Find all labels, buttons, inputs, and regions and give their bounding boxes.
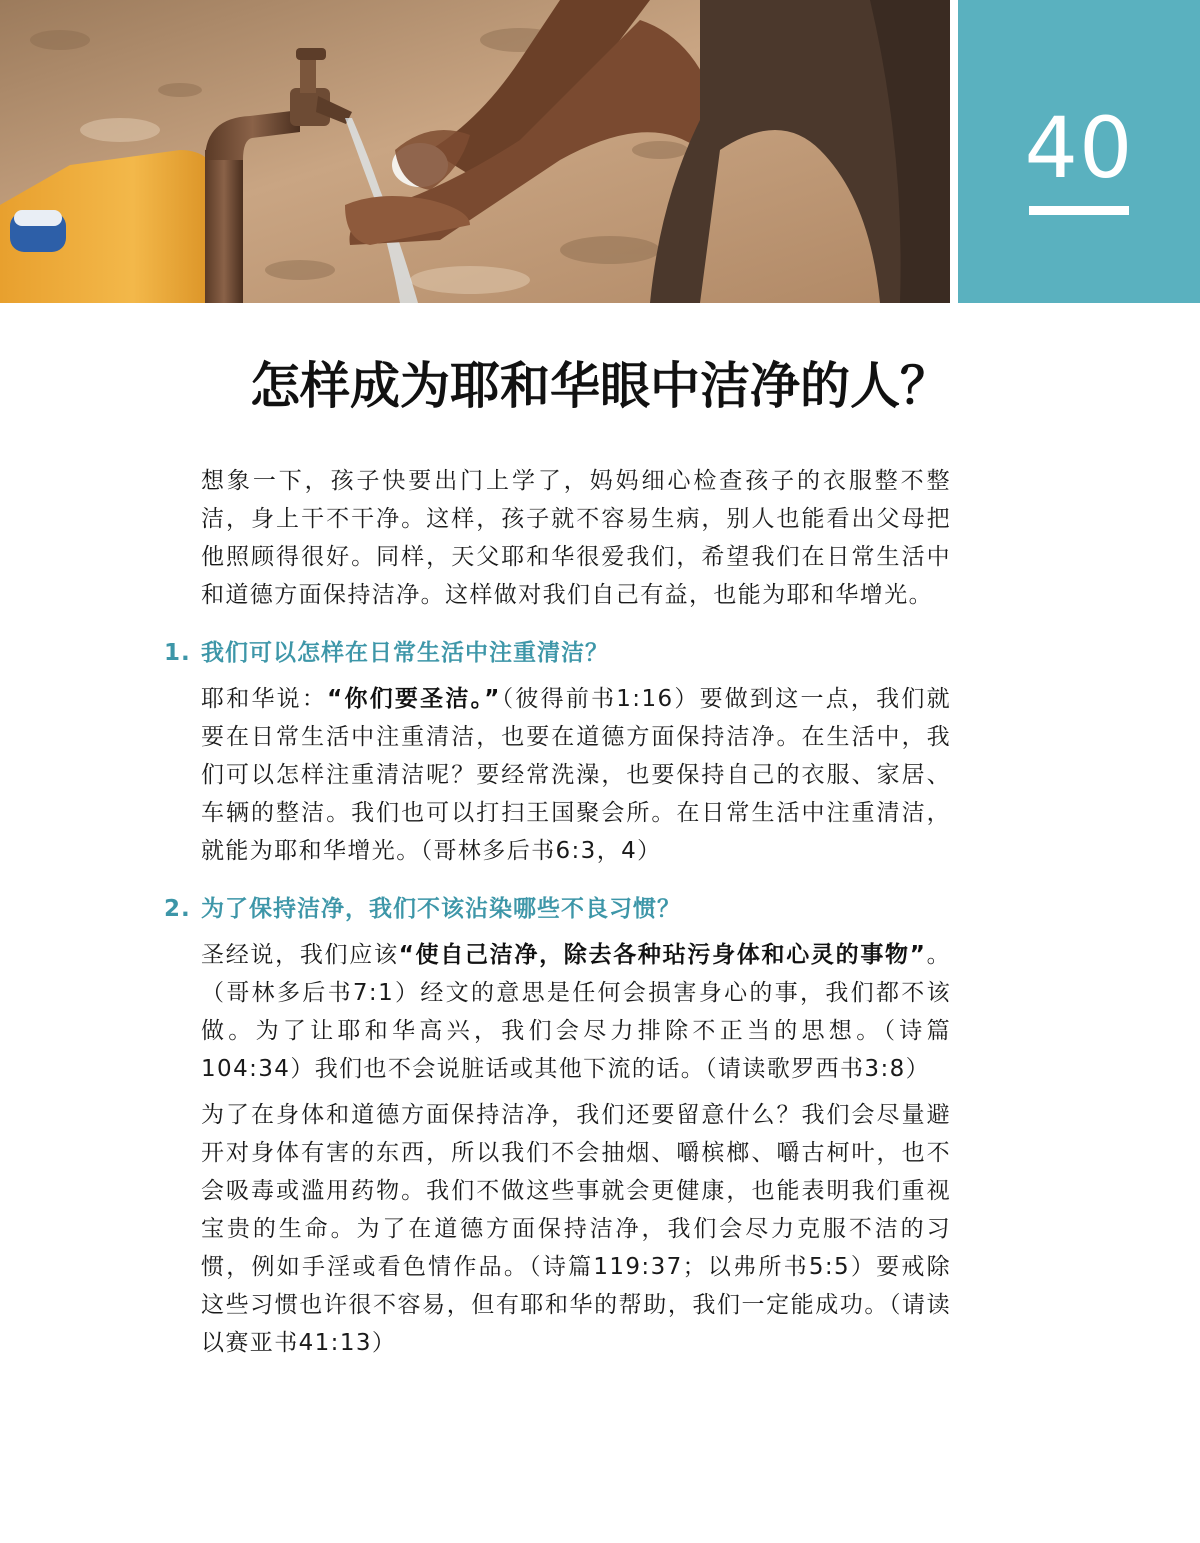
section-2-scripture-quote: “使自己洁净，除去各种玷污身体和心灵的事物” (398, 942, 927, 968)
page-title: 怎样成为耶和华眼中洁净的人？ (250, 357, 950, 415)
intro-paragraph: 想象一下，孩子快要出门上学了，妈妈细心检查孩子的衣服整不整洁，身上干不干净。这样，孩子就不容易生病，别人也能看出父母把他照顾得很好。同样，天父耶和华很爱我们，希望我们在日常生活中和道德方面保持洁净。这样做对我们自己有益，也能为耶和华增光。 (201, 468, 951, 608)
header-photo (0, 0, 950, 303)
question-2-number: 2. (164, 896, 191, 922)
lesson-number-underline (1029, 206, 1129, 215)
section-1-text-b: （彼得前书1:16）要做到这一点，我们就要在日常生活中注重清洁，也要在道德方面保持洁净。在生活中，我们可以怎样注重清洁呢？要经常洗澡，也要保持自己的衣服、家居、车辆的整洁。我们也可以打扫王国聚会所。在日常生活中注重清洁，就能为耶和华增光。（哥林多后书6:3，4） (201, 686, 951, 864)
lesson-number-badge (958, 0, 1200, 303)
question-2-heading: 为了保持洁净，我们不该沾染哪些不良习惯？ (201, 896, 681, 922)
question-1-number: 1. (164, 640, 191, 666)
lesson-content (164, 462, 951, 1366)
section-1-paragraph (201, 680, 951, 870)
section-1-text-a: 耶和华说： (201, 686, 328, 712)
question-2 (164, 890, 951, 928)
section-2-text-a: 圣经说，我们应该 (201, 942, 399, 968)
question-1 (164, 634, 951, 672)
section-1-scripture-quote: “你们要圣洁。” (327, 686, 501, 712)
section-2-text-b: 。（哥林多后书7:1）经文的意思是任何会损害身心的事，我们都不该做。为了让耶和华高兴，我们会尽力排除不正当的思想。（诗篇104:34）我们也不会说脏话或其他下流的话。（请读歌罗西书3:8） (201, 942, 951, 1082)
question-1-heading: 我们可以怎样在日常生活中注重清洁？ (201, 640, 609, 666)
hand-washing-illustration (0, 0, 950, 303)
section-2-paragraph-1 (201, 936, 951, 1088)
section-2-paragraph-2: 为了在身体和道德方面保持洁净，我们还要留意什么？我们会尽量避开对身体有害的东西，所以我们不会抽烟、嚼槟榔、嚼古柯叶，也不会吸毒或滥用药物。我们不做这些事就会更健康，也能表明我们重视宝贵的生命。为了在道德方面保持洁净，我们会尽力克服不洁的习惯，例如手淫或看色情作品。（诗篇119:37；以弗所书5:5）要戒除这些习惯也许很不容易，但有耶和华的帮助，我们一定能成功。（请读以赛亚书41:13） (201, 1102, 951, 1356)
lesson-number: 40 (1024, 99, 1134, 197)
